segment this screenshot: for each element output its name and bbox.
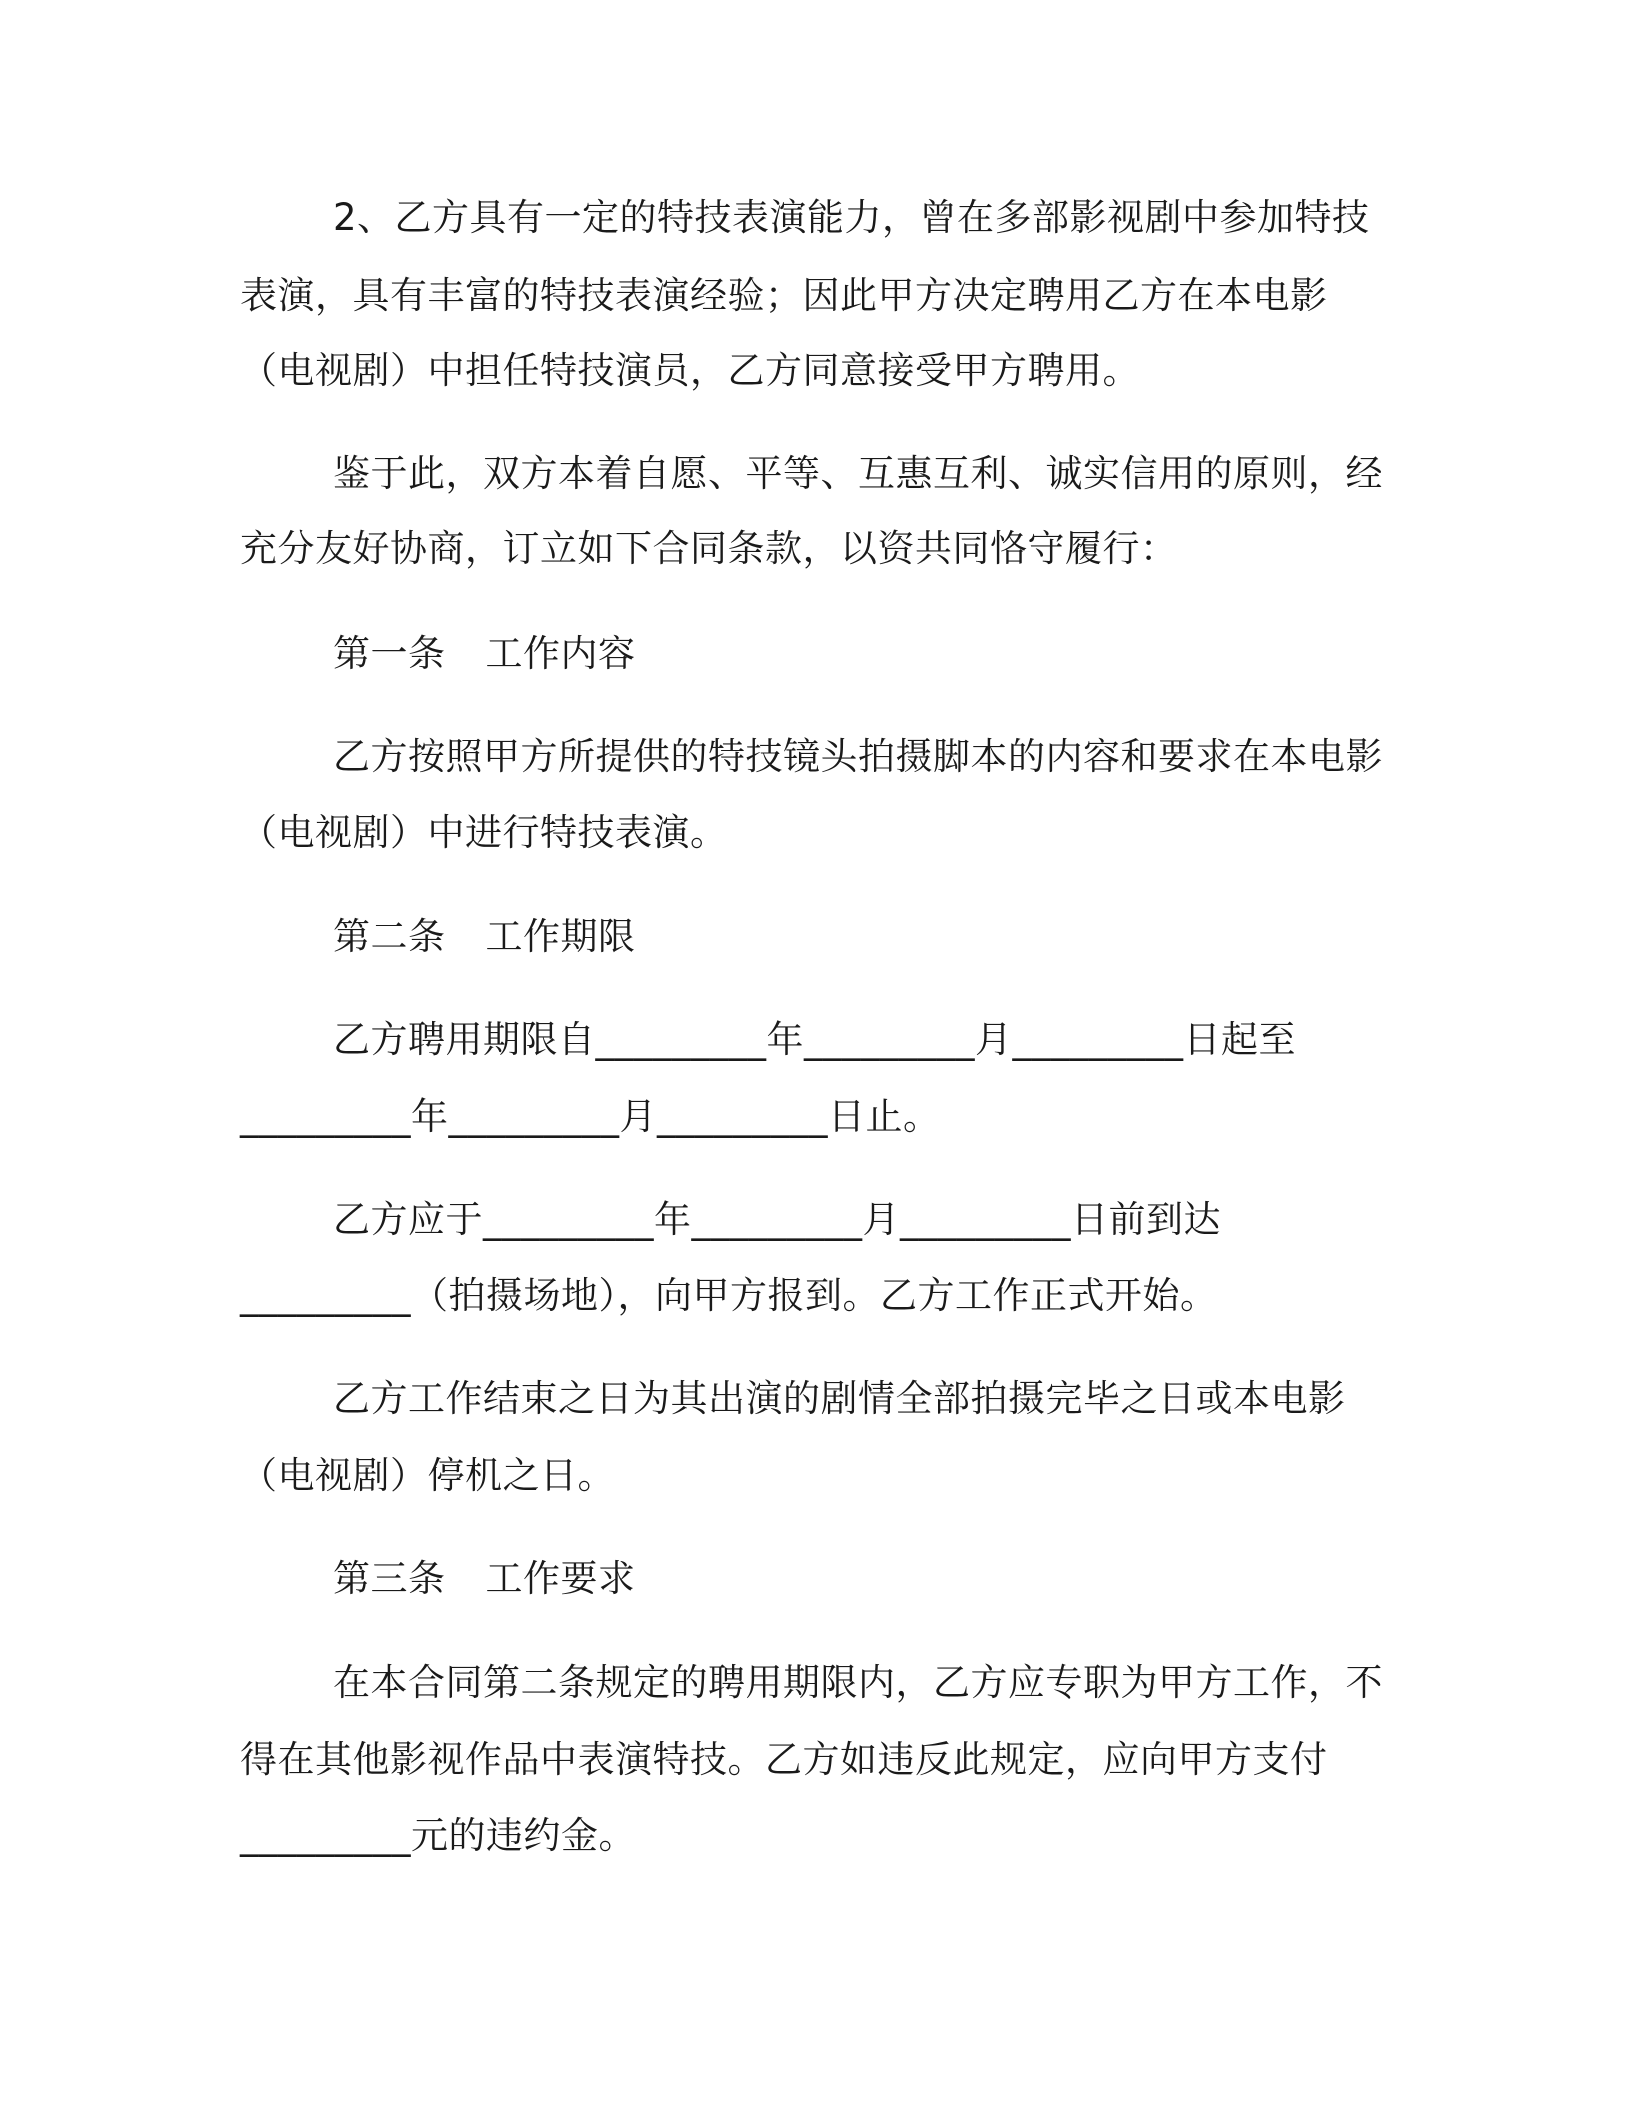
article-2-end-line-2: （电视剧）停机之日。 — [240, 1454, 615, 1497]
article-1-line-1: 乙方按照甲方所提供的特技镜头拍摄脚本的内容和要求在本电影 — [333, 735, 1383, 778]
paragraph-1-line-2: 表演，具有丰富的特技表演经验；因此甲方决定聘用乙方在本电影 — [240, 274, 1328, 317]
article-1-title: 工作内容 — [485, 632, 636, 675]
paragraph-1-line-1: 2、乙方具有一定的特技表演能力，曾在多部影视剧中参加特技 — [333, 196, 1370, 239]
paragraph-2-line-2: 充分友好协商，订立如下合同条款，以资共同恪守履行： — [240, 527, 1178, 570]
article-2-heading — [333, 915, 636, 959]
article-2-title: 工作期限 — [485, 915, 636, 958]
article-1-number: 第一条 — [333, 632, 446, 675]
paragraph-1-line-3: （电视剧）中担任特技演员，乙方同意接受甲方聘用。 — [240, 349, 1140, 392]
article-3-line-3: _________元的违约金。 — [240, 1814, 636, 1857]
article-1-line-2: （电视剧）中进行特技表演。 — [240, 811, 728, 854]
article-2-term-line-1: 乙方聘用期限自_________年_________月_________日起至 — [333, 1018, 1296, 1061]
article-3-line-1: 在本合同第二条规定的聘用期限内，乙方应专职为甲方工作，不 — [333, 1661, 1383, 1704]
article-2-end-line-1: 乙方工作结束之日为其出演的剧情全部拍摄完毕之日或本电影 — [333, 1377, 1346, 1420]
article-2-report-line-2: _________（拍摄场地），向甲方报到。乙方工作正式开始。 — [240, 1274, 1218, 1317]
article-3-title: 工作要求 — [485, 1557, 636, 1600]
article-2-number: 第二条 — [333, 915, 446, 958]
article-3-heading — [333, 1557, 636, 1601]
article-1-heading — [333, 632, 636, 676]
article-2-term-line-2: _________年_________月_________日止。 — [240, 1095, 941, 1138]
article-3-line-2: 得在其他影视作品中表演特技。乙方如违反此规定，应向甲方支付 — [240, 1738, 1328, 1781]
article-2-report-line-1: 乙方应于_________年_________月_________日前到达 — [333, 1198, 1221, 1241]
paragraph-2-line-1: 鉴于此，双方本着自愿、平等、互惠互利、诚实信用的原则，经 — [333, 452, 1383, 495]
article-3-number: 第三条 — [333, 1557, 446, 1600]
